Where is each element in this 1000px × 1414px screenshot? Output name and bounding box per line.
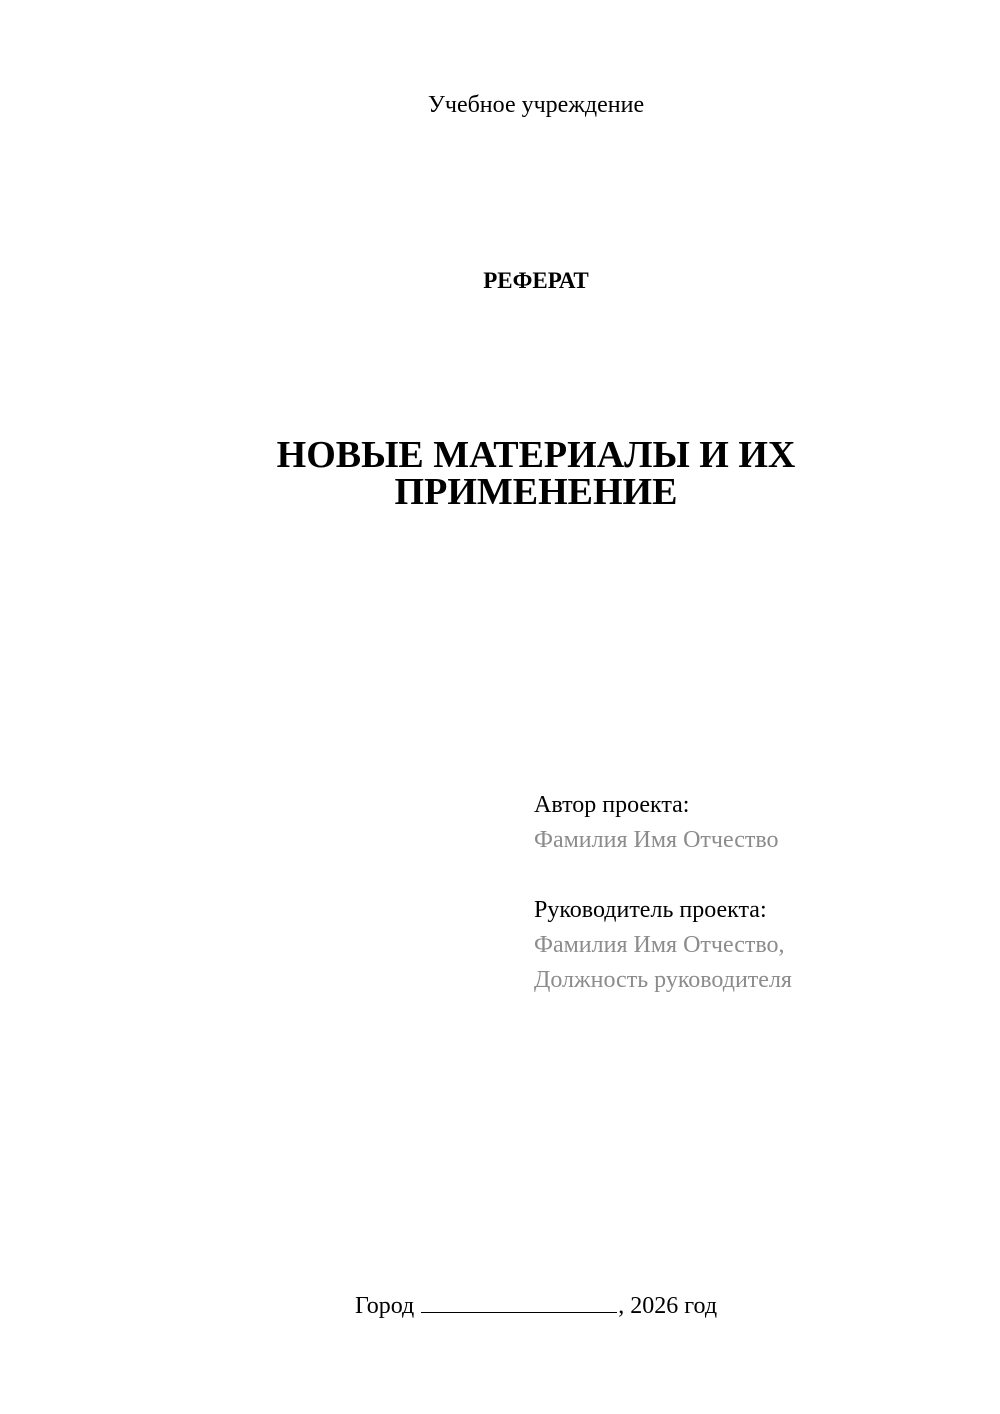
supervisor-position: Должность руководителя <box>534 967 792 993</box>
supervisor-label: Руководитель проекта: <box>534 897 767 923</box>
document-title <box>200 434 872 513</box>
year-text: , 2026 год <box>618 1293 718 1319</box>
footer-city-year <box>0 1290 1000 1321</box>
title-line-1: НОВЫЕ МАТЕРИАЛЫ И ИХ <box>276 434 796 476</box>
author-name: Фамилия Имя Отчество <box>534 827 779 853</box>
supervisor-name: Фамилия Имя Отчество, <box>534 932 785 958</box>
author-label: Автор проекта: <box>534 792 690 818</box>
city-label: Город <box>354 1293 415 1319</box>
credits-spacer <box>534 858 974 893</box>
document-type: РЕФЕРАТ <box>483 268 589 293</box>
city-blank-line <box>421 1290 617 1313</box>
institution-name: Учебное учреждение <box>427 92 645 118</box>
title-line-2: ПРИМЕНЕНИЕ <box>394 471 678 513</box>
credits-block <box>534 788 974 998</box>
